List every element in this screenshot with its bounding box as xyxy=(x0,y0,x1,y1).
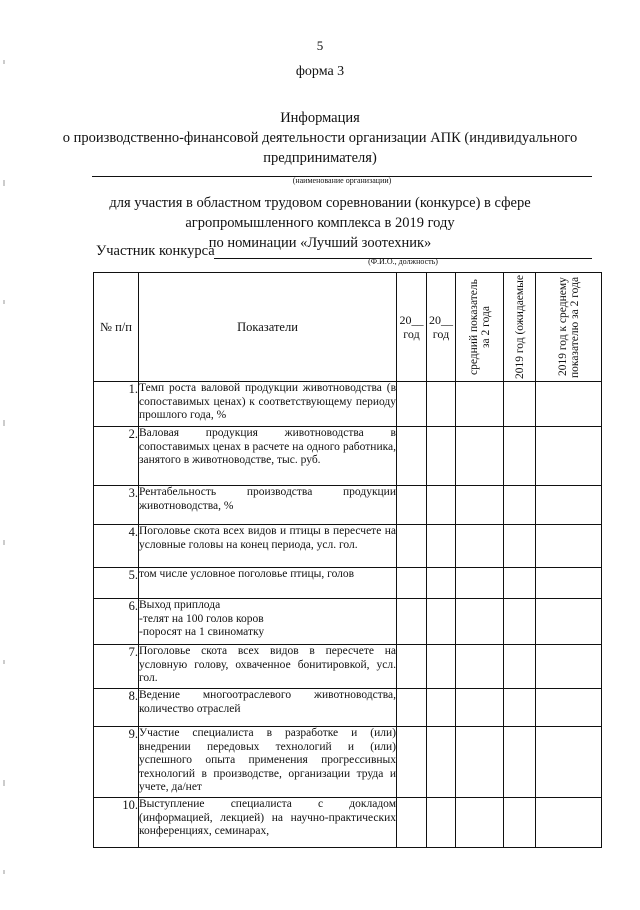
value-cell[interactable] xyxy=(397,382,427,427)
row-indicator: Поголовье скота всех видов в пересчете на условную голову, охваченное бонитировкой, усл. гол. xyxy=(139,645,397,689)
value-cell[interactable] xyxy=(456,427,504,486)
table-row xyxy=(94,599,602,645)
row-number: 5. xyxy=(94,568,139,599)
value-cell[interactable] xyxy=(536,645,602,689)
header-2019-text: 2019 год (ожидаемые xyxy=(513,274,526,379)
row-indicator: Поголовье скота всех видов и птицы в пересчете на условные головы на конец периода, усл. гол. xyxy=(139,525,397,568)
row-indicator: Выход приплода -телят на 100 голов коров -поросят на 1 свиноматку xyxy=(139,599,397,645)
value-cell[interactable] xyxy=(427,382,456,427)
row-number: 7. xyxy=(94,645,139,689)
value-cell[interactable] xyxy=(504,568,536,599)
participant-caption: (Ф.И.О., должность) xyxy=(368,257,438,266)
purpose-line: по номинации «Лучший зоотехник» xyxy=(208,235,432,251)
row-indicator: Рентабельность производства продукции животноводства, % xyxy=(139,486,397,525)
title-line: предпринимателя) xyxy=(263,150,377,166)
header-average xyxy=(456,273,504,382)
value-cell[interactable] xyxy=(397,645,427,689)
value-cell[interactable] xyxy=(397,727,427,798)
value-cell[interactable] xyxy=(536,689,602,727)
value-cell[interactable] xyxy=(397,525,427,568)
row-number: 2. xyxy=(94,427,139,486)
value-cell[interactable] xyxy=(427,798,456,848)
value-cell[interactable] xyxy=(456,645,504,689)
value-cell[interactable] xyxy=(456,382,504,427)
value-cell[interactable] xyxy=(397,427,427,486)
value-cell[interactable] xyxy=(504,599,536,645)
value-cell[interactable] xyxy=(504,382,536,427)
row-indicator: Ведение многоотраслевого животноводства, количество отраслей xyxy=(139,689,397,727)
row-indicator: Участие специалиста в разработке и (или) внедрении передовых технологий и (или) успешного опыта применения прогрессивных технологий в производстве, организации труда и учете, да/нет xyxy=(139,727,397,798)
row-indicator: Выступление специалиста с докладом (информацией, лекцией) на научно-практических конференциях, семинарах, xyxy=(139,798,397,848)
header-ratio xyxy=(536,273,602,382)
table-row xyxy=(94,525,602,568)
organization-caption: (наименование организации) xyxy=(292,176,392,185)
row-number: 10. xyxy=(94,798,139,848)
value-cell[interactable] xyxy=(504,525,536,568)
value-cell[interactable] xyxy=(427,599,456,645)
value-cell[interactable] xyxy=(427,689,456,727)
row-number: 9. xyxy=(94,727,139,798)
table-header-row xyxy=(94,273,602,382)
value-cell[interactable] xyxy=(397,599,427,645)
header-ratio-text: 2019 год к среднему показателю за 2 года xyxy=(556,276,581,378)
value-cell[interactable] xyxy=(427,645,456,689)
header-indicator: Показатели xyxy=(139,273,397,382)
value-cell[interactable] xyxy=(397,568,427,599)
table-row xyxy=(94,689,602,727)
row-number: 1. xyxy=(94,382,139,427)
value-cell[interactable] xyxy=(427,427,456,486)
value-cell[interactable] xyxy=(427,727,456,798)
table-row xyxy=(94,568,602,599)
value-cell[interactable] xyxy=(456,798,504,848)
table-row xyxy=(94,486,602,525)
title-line: о производственно-финансовой деятельности организации АПК (индивидуального xyxy=(62,130,578,146)
row-number: 6. xyxy=(94,599,139,645)
value-cell[interactable] xyxy=(536,599,602,645)
form-label: форма 3 xyxy=(295,64,345,79)
value-cell[interactable] xyxy=(456,689,504,727)
document-title xyxy=(0,108,640,168)
table-row xyxy=(94,727,602,798)
value-cell[interactable] xyxy=(504,689,536,727)
value-cell[interactable] xyxy=(427,525,456,568)
table-row xyxy=(94,382,602,427)
value-cell[interactable] xyxy=(456,525,504,568)
value-cell[interactable] xyxy=(427,486,456,525)
row-indicator: Темп роста валовой продукции животноводства (в сопоставимых ценах) к соответствующему периоду прошлого года, % xyxy=(139,382,397,427)
value-cell[interactable] xyxy=(504,727,536,798)
header-year-1: 20__ год xyxy=(397,273,427,382)
purpose-line: для участия в областном трудовом соревновании (конкурсе) в сфере xyxy=(109,195,531,211)
header-year-2: 20__ год xyxy=(427,273,456,382)
table-row xyxy=(94,427,602,486)
value-cell[interactable] xyxy=(456,727,504,798)
header-number: № п/п xyxy=(94,273,139,382)
value-cell[interactable] xyxy=(536,568,602,599)
value-cell[interactable] xyxy=(456,599,504,645)
value-cell[interactable] xyxy=(504,645,536,689)
value-cell[interactable] xyxy=(536,525,602,568)
value-cell[interactable] xyxy=(536,486,602,525)
value-cell[interactable] xyxy=(536,382,602,427)
value-cell[interactable] xyxy=(456,568,504,599)
title-line: Информация xyxy=(280,110,360,126)
header-average-text: средний показатель за 2 года xyxy=(467,279,492,375)
row-indicator: Валовая продукция животноводства в сопоставимых ценах в расчете на одного работника, занятого в животноводстве, тыс. руб. xyxy=(139,427,397,486)
table-row xyxy=(94,798,602,848)
purpose-line: агропромышленного комплекса в 2019 году xyxy=(185,215,455,231)
value-cell[interactable] xyxy=(397,798,427,848)
value-cell[interactable] xyxy=(536,798,602,848)
indicators-table xyxy=(93,272,602,848)
table-row xyxy=(94,645,602,689)
value-cell[interactable] xyxy=(397,689,427,727)
row-number: 8. xyxy=(94,689,139,727)
row-number: 3. xyxy=(94,486,139,525)
value-cell[interactable] xyxy=(427,568,456,599)
value-cell[interactable] xyxy=(456,486,504,525)
row-number: 4. xyxy=(94,525,139,568)
value-cell[interactable] xyxy=(504,486,536,525)
row-indicator: том числе условное поголовье птицы, голов xyxy=(139,568,397,599)
value-cell[interactable] xyxy=(536,727,602,798)
value-cell[interactable] xyxy=(504,798,536,848)
header-2019 xyxy=(504,273,536,382)
page-number: 5 xyxy=(316,38,324,53)
value-cell[interactable] xyxy=(536,427,602,486)
value-cell[interactable] xyxy=(504,427,536,486)
participant-label: Участник конкурса xyxy=(96,243,215,259)
value-cell[interactable] xyxy=(397,486,427,525)
